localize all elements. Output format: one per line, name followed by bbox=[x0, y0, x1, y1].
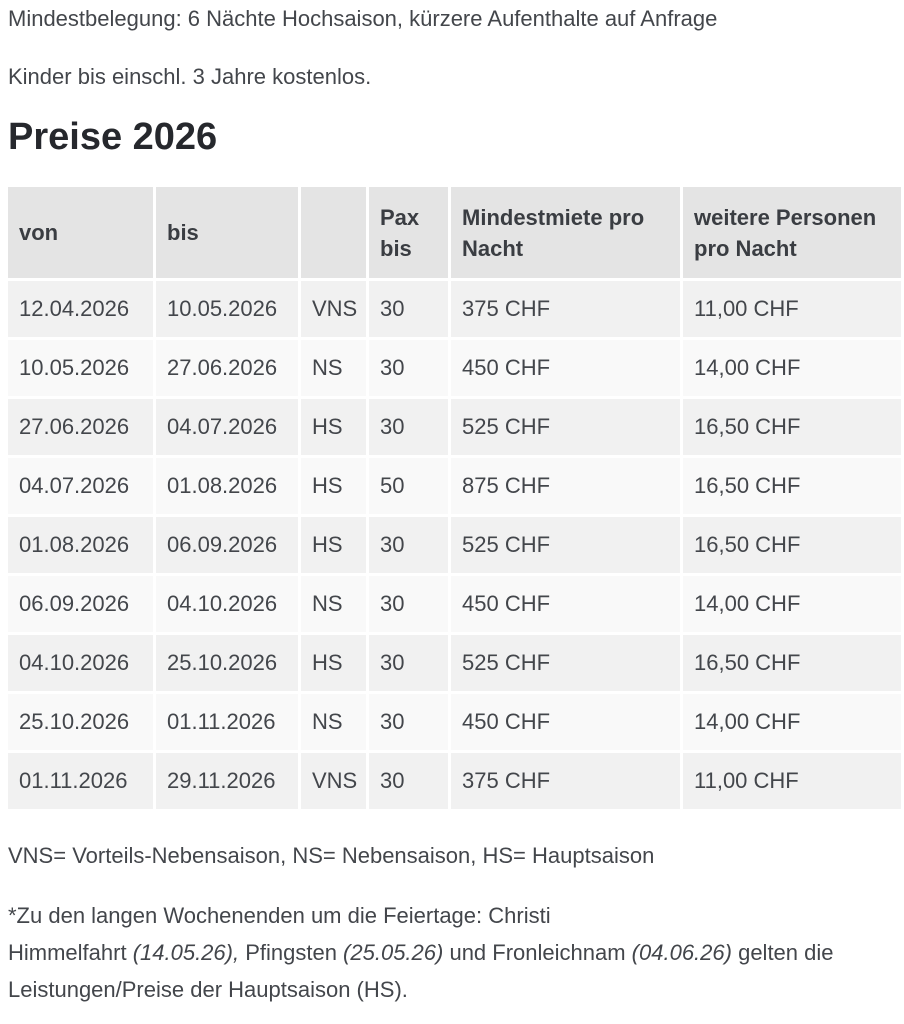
table-row bbox=[8, 576, 901, 632]
cell-pax: 30 bbox=[369, 694, 448, 750]
cell-pax: 30 bbox=[369, 399, 448, 455]
cell-season: VNS bbox=[301, 753, 366, 809]
page-title: Preise 2026 bbox=[8, 116, 218, 158]
season-legend: VNS= Vorteils-Nebensaison, NS= Nebensaison, HS= Hauptsaison bbox=[8, 843, 655, 868]
table-row bbox=[8, 458, 901, 514]
cell-extra-person: 16,50 CHF bbox=[683, 517, 901, 573]
cell-season: HS bbox=[301, 399, 366, 455]
children-free-text: Kinder bis einschl. 3 Jahre kostenlos. bbox=[8, 64, 372, 89]
cell-pax: 30 bbox=[369, 635, 448, 691]
cell-extra-person: 14,00 CHF bbox=[683, 694, 901, 750]
cell-min-rent: 525 CHF bbox=[451, 517, 680, 573]
cell-pax: 30 bbox=[369, 281, 448, 337]
cell-season: HS bbox=[301, 517, 366, 573]
cell-von: 04.07.2026 bbox=[8, 458, 153, 514]
cell-min-rent: 375 CHF bbox=[451, 281, 680, 337]
cell-season: NS bbox=[301, 340, 366, 396]
cell-von: 10.05.2026 bbox=[8, 340, 153, 396]
cell-von: 06.09.2026 bbox=[8, 576, 153, 632]
cell-bis: 01.11.2026 bbox=[156, 694, 298, 750]
cell-extra-person: 14,00 CHF bbox=[683, 576, 901, 632]
table-row bbox=[8, 635, 901, 691]
cell-pax: 30 bbox=[369, 340, 448, 396]
column-header-von: von bbox=[8, 187, 153, 278]
cell-min-rent: 375 CHF bbox=[451, 753, 680, 809]
cell-min-rent: 450 CHF bbox=[451, 576, 680, 632]
cell-pax: 50 bbox=[369, 458, 448, 514]
column-header-season bbox=[301, 187, 366, 278]
note-date-italic: (04.06.26) bbox=[631, 940, 732, 965]
cell-min-rent: 525 CHF bbox=[451, 399, 680, 455]
cell-min-rent: 875 CHF bbox=[451, 458, 680, 514]
cell-extra-person: 16,50 CHF bbox=[683, 635, 901, 691]
note-text: gelten die bbox=[731, 940, 834, 965]
table-header-row bbox=[8, 187, 901, 278]
cell-pax: 30 bbox=[369, 576, 448, 632]
cell-season: NS bbox=[301, 576, 366, 632]
cell-von: 04.10.2026 bbox=[8, 635, 153, 691]
note-text: Pfingsten bbox=[239, 940, 344, 965]
cell-bis: 27.06.2026 bbox=[156, 340, 298, 396]
cell-von: 27.06.2026 bbox=[8, 399, 153, 455]
cell-extra-person: 11,00 CHF bbox=[683, 281, 901, 337]
table-row bbox=[8, 340, 901, 396]
min-stay-text: Mindestbelegung: 6 Nächte Hochsaison, kürzere Aufenthalte auf Anfrage bbox=[8, 6, 718, 31]
cell-extra-person: 16,50 CHF bbox=[683, 458, 901, 514]
column-header-min-rent: Mindestmiete pro Nacht bbox=[451, 187, 680, 278]
table-row bbox=[8, 753, 901, 809]
cell-extra-person: 16,50 CHF bbox=[683, 399, 901, 455]
holiday-note bbox=[8, 897, 896, 1008]
column-header-bis: bis bbox=[156, 187, 298, 278]
cell-bis: 10.05.2026 bbox=[156, 281, 298, 337]
table-row bbox=[8, 694, 901, 750]
cell-bis: 25.10.2026 bbox=[156, 635, 298, 691]
cell-bis: 06.09.2026 bbox=[156, 517, 298, 573]
cell-min-rent: 525 CHF bbox=[451, 635, 680, 691]
cell-min-rent: 450 CHF bbox=[451, 340, 680, 396]
cell-season: HS bbox=[301, 458, 366, 514]
cell-extra-person: 14,00 CHF bbox=[683, 340, 901, 396]
price-table bbox=[5, 184, 904, 812]
table-row bbox=[8, 281, 901, 337]
cell-bis: 04.10.2026 bbox=[156, 576, 298, 632]
table-row bbox=[8, 399, 901, 455]
note-text: Leistungen/Preise der Hauptsaison (HS). bbox=[8, 977, 408, 1002]
note-text: Himmelfahrt bbox=[8, 940, 133, 965]
cell-pax: 30 bbox=[369, 753, 448, 809]
cell-extra-person: 11,00 CHF bbox=[683, 753, 901, 809]
cell-season: VNS bbox=[301, 281, 366, 337]
cell-von: 25.10.2026 bbox=[8, 694, 153, 750]
note-text: *Zu den langen Wochenenden um die Feiertage: Christi bbox=[8, 903, 551, 928]
price-table-body bbox=[8, 281, 901, 809]
cell-season: NS bbox=[301, 694, 366, 750]
note-date-italic: (25.05.26) bbox=[343, 940, 444, 965]
note-text: und Fronleichnam bbox=[443, 940, 632, 965]
cell-von: 01.08.2026 bbox=[8, 517, 153, 573]
cell-von: 01.11.2026 bbox=[8, 753, 153, 809]
cell-bis: 04.07.2026 bbox=[156, 399, 298, 455]
cell-min-rent: 450 CHF bbox=[451, 694, 680, 750]
cell-bis: 29.11.2026 bbox=[156, 753, 298, 809]
table-row bbox=[8, 517, 901, 573]
cell-pax: 30 bbox=[369, 517, 448, 573]
column-header-pax: Pax bis bbox=[369, 187, 448, 278]
cell-season: HS bbox=[301, 635, 366, 691]
note-date-italic: (14.05.26), bbox=[132, 940, 240, 965]
cell-von: 12.04.2026 bbox=[8, 281, 153, 337]
column-header-extra-person: weitere Personen pro Nacht bbox=[683, 187, 901, 278]
cell-bis: 01.08.2026 bbox=[156, 458, 298, 514]
